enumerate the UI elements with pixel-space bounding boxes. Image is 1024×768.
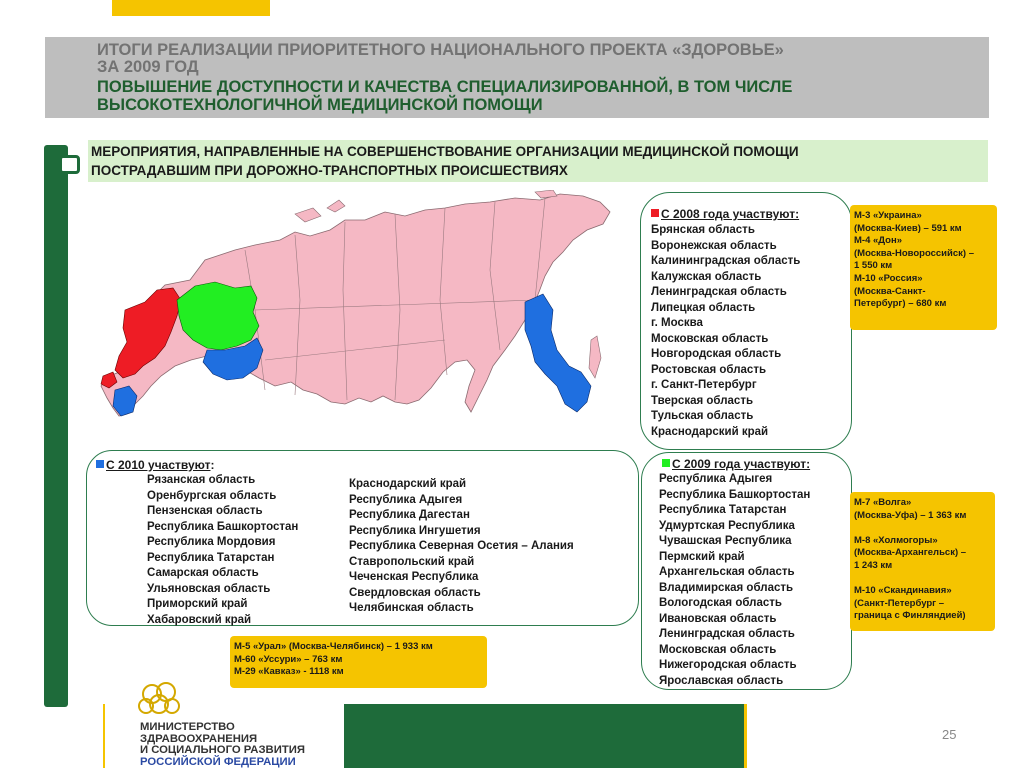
header-line-2: ЗА 2009 ГОД <box>97 58 199 76</box>
group-2010-list-col1 <box>147 473 298 628</box>
region-item: Ивановская область <box>659 612 777 625</box>
road-line: (Санкт-Петербург – <box>854 597 945 609</box>
slide-header <box>45 37 989 118</box>
group-2008-panel <box>640 192 852 450</box>
region-item: Республика Адыгея <box>349 493 463 506</box>
region-item: Краснодарский край <box>651 425 769 438</box>
region-item: Ставропольский край <box>349 555 475 568</box>
road-line: М-10 «Скандинавия» <box>854 585 952 597</box>
header-line-3: ПОВЫШЕНИЕ ДОСТУПНОСТИ И КАЧЕСТВА СПЕЦИАЛИЗИРОВАННОЙ, В ТОМ ЧИСЛЕ <box>97 78 793 96</box>
region-item: Владимирская область <box>659 581 794 594</box>
region-item: Приморский край <box>147 598 248 610</box>
region-item: Воронежская область <box>651 239 777 252</box>
section-title-line-1: МЕРОПРИЯТИЯ, НАПРАВЛЕННЫЕ НА СОВЕРШЕНСТВОВАНИЕ ОРГАНИЗАЦИИ МЕДИЦИНСКОЙ ПОМОЩИ <box>91 144 799 159</box>
region-item: Архангельская область <box>659 566 795 578</box>
region-item: Челябинская область <box>349 602 474 614</box>
region-item: Оренбургская область <box>147 489 277 502</box>
map-island <box>327 200 345 212</box>
ministry-line-3: И СОЦИАЛЬНОГО РАЗВИТИЯ <box>140 744 305 756</box>
road-line: М-60 «Уссури» – 763 км <box>234 653 343 665</box>
group-2010-roads <box>230 636 487 688</box>
ministry-logo-icon <box>132 680 192 720</box>
road-line <box>854 573 991 586</box>
region-item: Новгородская область <box>651 348 782 360</box>
region-item: Ленинградская область <box>651 286 787 298</box>
region-item: Республика Мордовия <box>147 536 276 548</box>
region-item: Хабаровский край <box>147 613 252 626</box>
road-line: М-29 «Кавказ» - 1118 км <box>234 666 344 678</box>
road-line <box>854 522 991 535</box>
road-line: граница с Финляндией) <box>854 610 966 622</box>
region-item: г. Санкт-Петербург <box>651 379 757 391</box>
region-item: Московская область <box>651 332 769 345</box>
region-item: Калининградская область <box>651 255 801 267</box>
group-2010-panel <box>86 450 639 626</box>
ministry-line-1: МИНИСТЕРСТВО <box>140 721 235 733</box>
left-decor-bar <box>44 145 68 707</box>
region-item: Тульская область <box>651 410 754 422</box>
road-line: М-5 «Урал» (Москва-Челябинск) – 1 933 км <box>234 641 433 652</box>
road-line: (Москва-Архангельск) – <box>854 547 967 559</box>
region-item: Самарская область <box>147 567 259 579</box>
section-title <box>88 140 988 182</box>
ministry-line-2: ЗДРАВООХРАНЕНИЯ <box>140 732 258 745</box>
group-2009-title: С 2009 года участвуют: <box>662 457 810 471</box>
road-line: 1 550 км <box>854 260 893 272</box>
group-2008-list <box>651 223 800 440</box>
map-island <box>589 336 601 378</box>
region-item: Краснодарский край <box>349 478 467 490</box>
road-line: М-7 «Волга» <box>854 497 912 508</box>
header-line-4: ВЫСОКОТЕХНОЛОГИЧНОЙ МЕДИЦИНСКОЙ ПОМОЩИ <box>97 96 543 114</box>
region-item: Республика Северная Осетия – Алания <box>349 540 574 552</box>
region-item: Рязанская область <box>147 474 256 486</box>
region-item: Чеченская Республика <box>349 571 479 583</box>
region-item: Ульяновская область <box>147 582 271 595</box>
group-2009-panel <box>641 452 852 690</box>
footer-divider <box>103 704 105 768</box>
region-item: Ярославская область <box>659 674 784 687</box>
group-2009-list <box>659 472 810 689</box>
region-item: Чувашская Республика <box>659 535 792 547</box>
section-title-line-2: ПОСТРАДАВШИМ ПРИ ДОРОЖНО-ТРАНСПОРТНЫХ ПРОИСШЕСТВИЯХ <box>91 163 568 178</box>
region-item: Республика Дагестан <box>349 509 470 521</box>
road-line: (Москва-Киев) – 591 км <box>854 222 962 234</box>
region-item: Республика Адыгея <box>659 473 773 485</box>
russia-map <box>95 190 615 430</box>
group-2008-title: С 2008 года участвуют: <box>651 207 799 221</box>
group-2009-roads <box>850 492 995 631</box>
region-item: Липецкая область <box>651 301 756 314</box>
road-line: М-10 «Россия» <box>854 272 923 284</box>
region-item: Московская область <box>659 643 777 656</box>
road-line: М-4 «Дон» <box>854 235 902 247</box>
road-line: (Москва-Уфа) – 1 363 км <box>854 509 967 521</box>
region-item: Тверская область <box>651 394 754 407</box>
map-island <box>295 208 321 222</box>
footer-green-block <box>344 704 744 768</box>
group-2010-title: С 2010 участвуют: <box>96 458 214 472</box>
header-line-1: ИТОГИ РЕАЛИЗАЦИИ ПРИОРИТЕТНОГО НАЦИОНАЛЬНОГО ПРОЕКТА «ЗДОРОВЬЕ» <box>97 41 784 59</box>
group-2010-list-col2 <box>349 477 574 617</box>
region-item: Ленинградская область <box>659 628 795 640</box>
map-region-2010 <box>525 294 591 412</box>
region-item: Нижегородская область <box>659 659 797 671</box>
road-line: (Москва-Новороссийск) – <box>854 247 974 259</box>
region-item: Республика Татарстан <box>659 504 787 516</box>
road-line: Петербург) – 680 км <box>854 298 947 310</box>
green-square-icon <box>662 459 670 467</box>
region-item: Пензенская область <box>147 505 263 517</box>
region-item: г. Москва <box>651 317 703 329</box>
region-item: Брянская область <box>651 224 755 236</box>
road-line: 1 243 км <box>854 559 893 571</box>
region-item: Республика Башкортостан <box>659 488 811 501</box>
group-2008-roads <box>850 205 997 330</box>
region-item: Пермский край <box>659 550 745 563</box>
region-item: Ростовская область <box>651 363 767 376</box>
region-item: Калужская область <box>651 270 762 283</box>
top-accent-bar <box>112 0 270 16</box>
region-item: Республика Ингушетия <box>349 524 481 537</box>
page-number: 25 <box>942 727 957 742</box>
region-item: Удмуртская Республика <box>659 519 795 532</box>
ministry-line-4: РОССИЙСКОЙ ФЕДЕРАЦИИ <box>140 755 296 768</box>
ministry-name <box>140 722 305 768</box>
region-item: Свердловская область <box>349 586 481 599</box>
footer-divider <box>744 704 747 768</box>
region-item: Вологодская область <box>659 597 782 609</box>
region-item: Республика Татарстан <box>147 551 275 564</box>
road-line: М-8 «Холмогоры» <box>854 534 938 546</box>
bar-notch <box>59 155 80 174</box>
region-item: Республика Башкортостан <box>147 520 299 533</box>
road-line: (Москва-Санкт- <box>854 285 926 297</box>
blue-square-icon <box>96 460 104 468</box>
road-line: М-3 «Украина» <box>854 210 922 221</box>
red-square-icon <box>651 209 659 217</box>
